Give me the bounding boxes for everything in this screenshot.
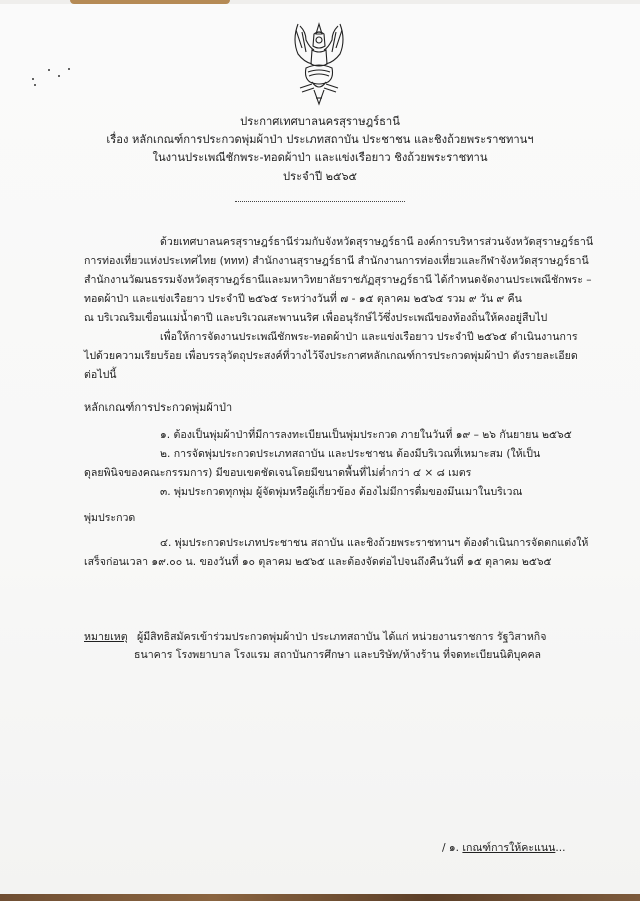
criteria-item-2: ๒. การจัดพุ่มประกวดประเภทสถาบัน และประชาชน ต้องมีบริเวณที่เหมาะสม (ให้เป็น: [160, 448, 541, 460]
note-label: หมายเหตุ: [84, 631, 128, 643]
dotted-separator: [235, 201, 405, 202]
intro-line: ด้วยเทศบาลนครสุราษฎร์ธานีร่วมกับจังหวัดสุราษฎร์ธานี องค์การบริหารส่วนจังหวัดสุราษฎร์ธานี: [160, 236, 594, 248]
note-text: ผู้มีสิทธิสมัครเข้าร่วมประกวดพุ่มผ้าป่า ประเภทสถาบัน ได้แก่ หน่วยงานราชการ รัฐวิสาหกิจ: [136, 631, 547, 643]
intro-line: สำนักงานวัฒนธรรมจังหวัดสุราษฎร์ธานีและมหาวิทยาลัยราชภัฏสุราษฎร์ธานี ได้กำหนดจัดงานประเพณีชักพระ –: [84, 274, 592, 286]
subject-line-2: ในงานประเพณีชักพระ-ทอดผ้าป่า และแข่งเรือยาว ชิงถ้วยพระราชทาน: [152, 151, 488, 164]
criteria-heading: หลักเกณฑ์การประกวดพุ่มผ้าป่า: [84, 401, 233, 414]
note-line-2: ธนาคาร โรงพยาบาล โรงแรม สถาบันการศึกษา และบริษัท/ห้างร้าน ที่จดทะเบียนนิติบุคคล: [134, 649, 542, 661]
criteria-item-2-cont: ดุลยพินิจของคณะกรรมการ) มีขอบเขตชัดเจนโดยมีขนาดพื้นที่ไม่ต่ำกว่า ๔ × ๘ เมตร: [84, 467, 472, 479]
issuer-title: ประกาศเทศบาลนครสุราษฎร์ธานี: [240, 115, 400, 128]
note-line-1: [84, 630, 546, 644]
intro-line: ณ บริเวณริมเขื่อนแม่น้ำตาปี และบริเวณสะพานนริศ เพื่ออนุรักษ์ไว้ซึ่งประเพณีของท้องถิ่นให้คงอยู่สืบไป: [84, 312, 548, 324]
garuda-emblem-icon: [290, 18, 348, 110]
continuation-note: [442, 841, 565, 855]
criteria-item-4: ๔. พุ่มประกวดประเภทประชาชน สถาบัน และชิงถ้วยพระราชทานฯ ต้องดำเนินการจัดตกแต่งให้: [160, 537, 589, 549]
scan-specks: [28, 62, 78, 92]
continuation-prefix: / ๑.: [442, 842, 460, 854]
document-page: [0, 4, 640, 894]
continuation-text: เกณฑ์การให้คะแนน: [462, 842, 556, 854]
criteria-item-1: ๑. ต้องเป็นพุ่มผ้าป่าที่มีการลงทะเบียนเป็นพุ่มประกวด ภายในวันที่ ๑๙ – ๒๖ กันยายน ๒๕๖๕: [160, 429, 572, 441]
purpose-line: เพื่อให้การจัดงานประเพณีชักพระ-ทอดผ้าป่า และแข่งเรือยาว ประจำปี ๒๕๖๕ ดำเนินงานการ: [160, 331, 578, 343]
intro-line: ทอดผ้าป่า และแข่งเรือยาว ประจำปี ๒๕๖๕ ระหว่างวันที่ ๗ - ๑๕ ตุลาคม ๒๕๖๕ รวม ๙ วัน ๙ คืน: [84, 293, 522, 305]
criteria-item-3: ๓. พุ่มประกวดทุกพุ่ม ผู้จัดพุ่มหรือผู้เกี่ยวข้อง ต้องไม่มีการดื่มของมึนเมาในบริเวณ: [160, 486, 523, 498]
criteria-item-4-cont: เสร็จก่อนเวลา ๑๙.๐๐ น. ของวันที่ ๑๐ ตุลาคม ๒๕๖๕ และต้องจัดต่อไปจนถึงคืนวันที่ ๑๕ ตุลาคม ๒๕๖๕: [84, 556, 552, 568]
table-edge-bottom: [0, 894, 640, 901]
subject-line-1: เรื่อง หลักเกณฑ์การประกวดพุ่มผ้าป่า ประเภทสถาบัน ประชาชน และชิงถ้วยพระราชทานฯ: [106, 133, 534, 146]
subject-line-3: ประจำปี ๒๕๖๕: [282, 170, 358, 183]
continuation-suffix: ...: [555, 842, 566, 854]
intro-line: การท่องเที่ยวแห่งประเทศไทย (ททท) สำนักงานสุราษฎร์ธานี สำนักงานการท่องเที่ยวและกีฬาจังหวัดสุราษฎร์ธานี: [84, 255, 589, 267]
criteria-item-3-cont: พุ่มประกวด: [84, 512, 136, 524]
purpose-line: ต่อไปนี้: [84, 369, 117, 381]
purpose-line: ไปด้วยความเรียบร้อย เพื่อบรรลุวัตถุประสงค์ที่วางไว้จึงประกาศหลักเกณฑ์การประกวดพุ่มผ้าป่า ดังรายละเอียด: [84, 350, 578, 362]
